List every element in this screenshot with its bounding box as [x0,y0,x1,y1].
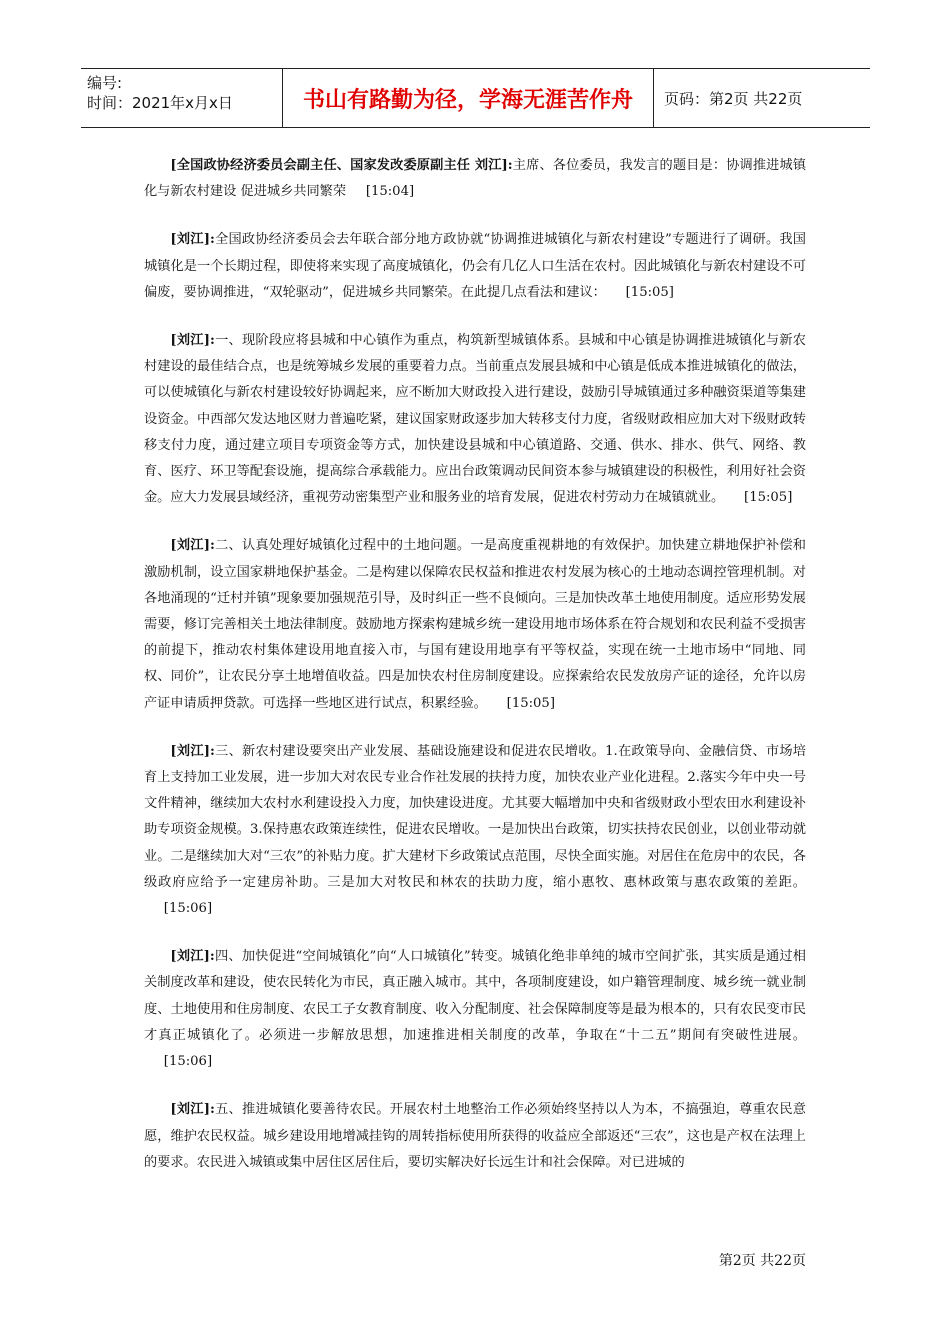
paragraph-text: 三、新农村建设要突出产业发展、基础设施建设和促进农民增收。1.在政策导向、金融信贷、市场培育上支持加工业发展，进一步加大对农民专业合作社发展的扶持力度，加快农业产业化进程。2.落实今年中央一号文件精神，继续加大农村水利建设投入力度，加快建设进度。尤其要大幅增加中央和省级财政小型农田水利建设补助专项资金规模。3.保持惠农政策连续性，促进农民增收。一是加快出台政策，切实扶持农民创业，以创业带动就业。二是继续加大对“三农”的补贴力度。扩大建材下乡政策试点范围，尽快全面实施。对居住在危房中的农民，各级政府应给予一定建房补助。三是加大对牧民和林农的扶助力度，缩小惠牧、惠林政策与惠农政策的差距。 [144,743,806,890]
timestamp: [15:04] [365,184,415,200]
paragraph [144,944,806,1075]
paragraph-text: 一、现阶段应将县城和中心镇作为重点，构筑新型城镇体系。县城和中心镇是协调推进城镇化与新农村建设的最佳结合点，也是统筹城乡发展的重要着力点。当前重点发展县城和中心镇是低成本推进城镇化的做法，可以使城镇化与新农村建设较好协调起来，应不断加大财政投入进行建设，鼓励引导城镇通过多种融资渠道等集建设资金。中西部欠发达地区财力普遍吃紧，建议国家财政逐步加大转移支付力度，省级财政相应加大对下级财政转移支付力度，通过建立项目专项资金等方式，加快建设县城和中心镇道路、交通、供水、排水、供气、网络、教育、医疗、环卫等配套设施，提高综合承载能力。应出台政策调动民间资本参与城镇建设的积极性，利用好社会资金。应大力发展县域经济，重视劳动密集型产业和服务业的培育发展，促进农村劳动力在城镇就业。 [144,333,806,506]
header-page-info: 页码：第2页 共22页 [664,89,803,108]
paragraph [144,1097,806,1176]
speaker-label: [全国政协经济委员会副主任、国家发改委原副主任 刘江]: [170,158,513,173]
speaker-label: [刘江]: [170,333,215,349]
speaker-label: [刘江]: [170,949,215,965]
speaker-label: [刘江]: [170,232,215,248]
header-motto: 书山有路勤为径，学海无涯苦作舟 [282,69,654,127]
date-line: 时间：2021年x月x日 [87,94,233,112]
timestamp: [15:06] [163,1054,213,1070]
paragraph-text: 主席、各位委员，我发言的题目是：协调推进城镇化与新农村建设 促进城乡共同繁荣 [144,158,807,200]
document-body [144,153,806,1198]
paragraph [144,533,806,716]
timestamp: [15:06] [163,901,213,917]
page-footer: 第2页 共22页 [718,1253,806,1269]
speaker-label: [刘江]: [170,1102,215,1118]
speaker-label: [刘江]: [170,743,215,759]
doc-number-label: 编号: [87,74,123,92]
paragraph-text: 全国政协经济委员会去年联合部分地方政协就“协调推进城镇化与新农村建设”专题进行了调研。我国城镇化是一个长期过程，即使将来实现了高度城镇化，仍会有几亿人口生活在农村。因此城镇化与新农村建设不可偏废，要协调推进，“双轮驱动”，促进城乡共同繁荣。在此提几点看法和建议： [144,232,806,300]
page-header [81,68,870,128]
paragraph [144,153,806,205]
timestamp: [15:05] [744,490,793,506]
paragraph-text: 四、加快促进“空间城镇化”向“人口城镇化”转变。城镇化绝非单纯的城市空间扩张，其实质是通过相关制度改革和建设，使农民转化为市民，真正融入城市。其中，各项制度建设，如户籍管理制度、城乡统一就业制度、土地使用和住房制度、农民工子女教育制度、收入分配制度、社会保障制度等是最为根本的，只有农民变市民才真正城镇化了。必须进一步解放思想，加速推进相关制度的改革，争取在“十二五”期间有突破性进展。 [144,949,806,1043]
header-info [81,69,282,127]
paragraph-text: 二、认真处理好城镇化过程中的土地问题。一是高度重视耕地的有效保护。加快建立耕地保护补偿和激励机制，设立国家耕地保护基金。二是构建以保障农民权益和推进农村发展为核心的土地动态调控管理机制。对各地涌现的“迁村并镇”现象要加强规范引导，及时纠正一些不良倾向。三是加快改革土地使用制度。适应形势发展需要，修订完善相关土地法律制度。鼓励地方探索构建城乡统一建设用地市场体系在符合规划和农民利益不受损害的前提下，推动农村集体建设用地直接入市，与国有建设用地享有平等权益，实现在统一土地市场中“同地、同权、同价”，让农民分享土地增值收益。四是加快农村住房制度建设。应探索给农民发放房产证的途径，允许以房产证申请质押贷款。可选择一些地区进行试点，积累经验。 [144,538,806,711]
paragraph [144,739,806,922]
paragraph-text: 五、推进城镇化要善待农民。开展农村土地整治工作必须始终坚持以人为本，不搞强迫，尊重农民意愿，维护农民权益。城乡建设用地增减挂钩的周转指标使用所获得的收益应全部返还“三农”，这也是产权在法理上的要求。农民进入城镇或集中居住区居住后，要切实解决好长远生计和社会保障。对已进城的 [144,1102,806,1170]
timestamp: [15:05] [506,695,555,711]
timestamp: [15:05] [625,284,674,300]
speaker-label: [刘江]: [170,538,215,554]
paragraph [144,328,806,511]
paragraph [144,227,806,306]
